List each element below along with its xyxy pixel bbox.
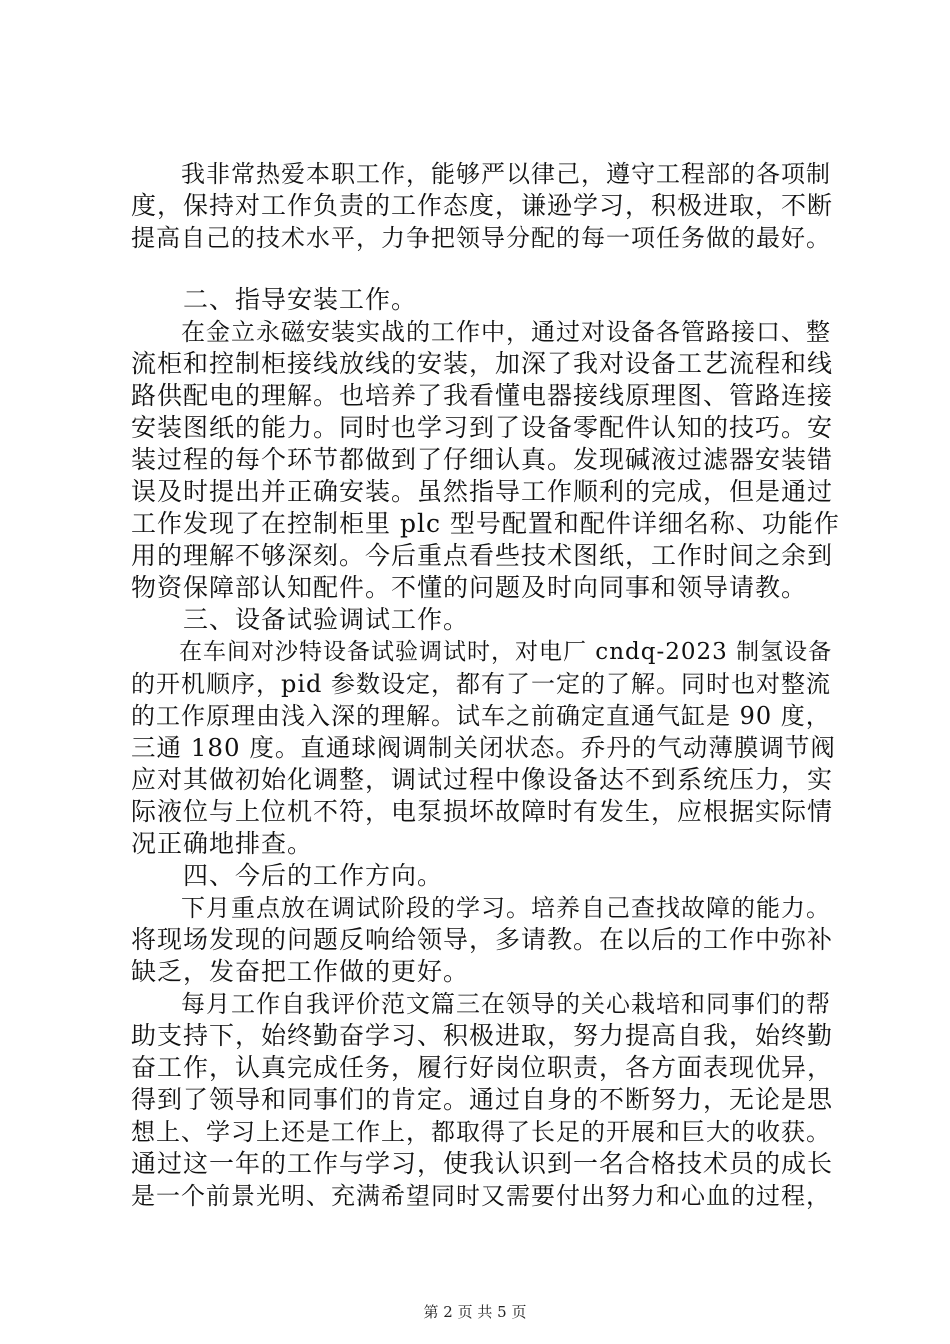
page-number-footer: 第 2 页 共 5 页 <box>423 1303 527 1321</box>
text-line: 流柜和控制柜接线放线的安装，加深了我对设备工艺流程和线 <box>131 349 834 378</box>
text-line: 误及时提出并正确安装。虽然指导工作顺利的完成，但是通过 <box>131 477 834 506</box>
text-line: 提高自己的技术水平，力争把领导分配的每一项任务做的最好。 <box>131 224 831 252</box>
text-line: 将现场发现的问题反响给领导，多请教。在以后的工作中弥补 <box>131 925 834 954</box>
document-body <box>131 158 843 1212</box>
text-line: 物资保障部认知配件。不懂的问题及时向同事和领导请教。 <box>131 573 808 602</box>
text-line: 奋工作，认真完成任务，履行好岗位职责，各方面表现优异， <box>131 1053 834 1082</box>
text-line: 是一个前景光明、充满希望同时又需要付出努力和心血的过程， <box>131 1182 831 1210</box>
text-line: 用的理解不够深刻。今后重点看些技术图纸，工作时间之余到 <box>131 541 834 570</box>
section-heading: 三、设备试验调试工作。 <box>131 605 470 634</box>
paragraph-block-2 <box>131 284 843 1212</box>
paragraph-gap <box>131 254 843 284</box>
text-line: 应对其做初始化调整，调试过程中像设备达不到系统压力，实 <box>131 765 834 794</box>
text-line: 在车间对沙特设备试验调试时，对电厂 cndq-2023 制氢设备 <box>131 639 833 665</box>
text-line: 际液位与上位机不符，电泵损坏故障时有发生，应根据实际情 <box>131 797 834 826</box>
text-line: 下月重点放在调试阶段的学习。培养自己查找故障的能力。 <box>131 894 831 922</box>
text-line: 装过程的每个环节都做到了仔细认真。发现碱液过滤器安装错 <box>131 445 834 474</box>
text-line: 的工作原理由浅入深的理解。试车之前确定直通气缸是 90 度， <box>131 702 831 730</box>
section-heading: 四、今后的工作方向。 <box>131 861 444 890</box>
text-line: 三通 180 度。直通球阀调制关闭状态。乔丹的气动薄膜调节阀 <box>131 733 836 762</box>
text-line: 路供配电的理解。也培养了我看懂电器接线原理图、管路连接 <box>131 381 834 410</box>
text-line: 得到了领导和同事们的肯定。通过自身的不断努力，无论是思 <box>131 1085 834 1114</box>
text-line: 况正确地排查。 <box>131 829 314 858</box>
section-heading: 二、指导安装工作。 <box>131 285 418 314</box>
text-line: 安装图纸的能力。同时也学习到了设备零配件认知的技巧。安 <box>131 413 834 442</box>
text-line: 助支持下，始终勤奋学习、积极进取，努力提高自我，始终勤 <box>131 1021 834 1050</box>
text-line: 想上、学习上还是工作上，都取得了长足的开展和巨大的收获。 <box>131 1118 831 1146</box>
text-line: 通过这一年的工作与学习，使我认识到一名合格技术员的成长 <box>131 1149 834 1178</box>
text-line: 缺乏，发奋把工作做的更好。 <box>131 957 470 986</box>
paragraph-block-1 <box>131 158 843 254</box>
text-line: 度，保持对工作负责的工作态度，谦逊学习，积极进取，不断 <box>131 191 834 220</box>
text-line: 工作发现了在控制柜里 plc 型号配置和配件详细名称、功能作 <box>131 509 840 538</box>
text-line: 的开机顺序，pid 参数设定，都有了一定的了解。同时也对整流 <box>131 670 832 698</box>
text-line: 我非常热爱本职工作，能够严以律己，遵守工程部的各项制 <box>131 160 831 188</box>
text-line: 每月工作自我评价范文篇三在领导的关心栽培和同事们的帮 <box>131 990 831 1018</box>
text-line: 在金立永磁安装实战的工作中，通过对设备各管路接口、整 <box>131 318 831 346</box>
